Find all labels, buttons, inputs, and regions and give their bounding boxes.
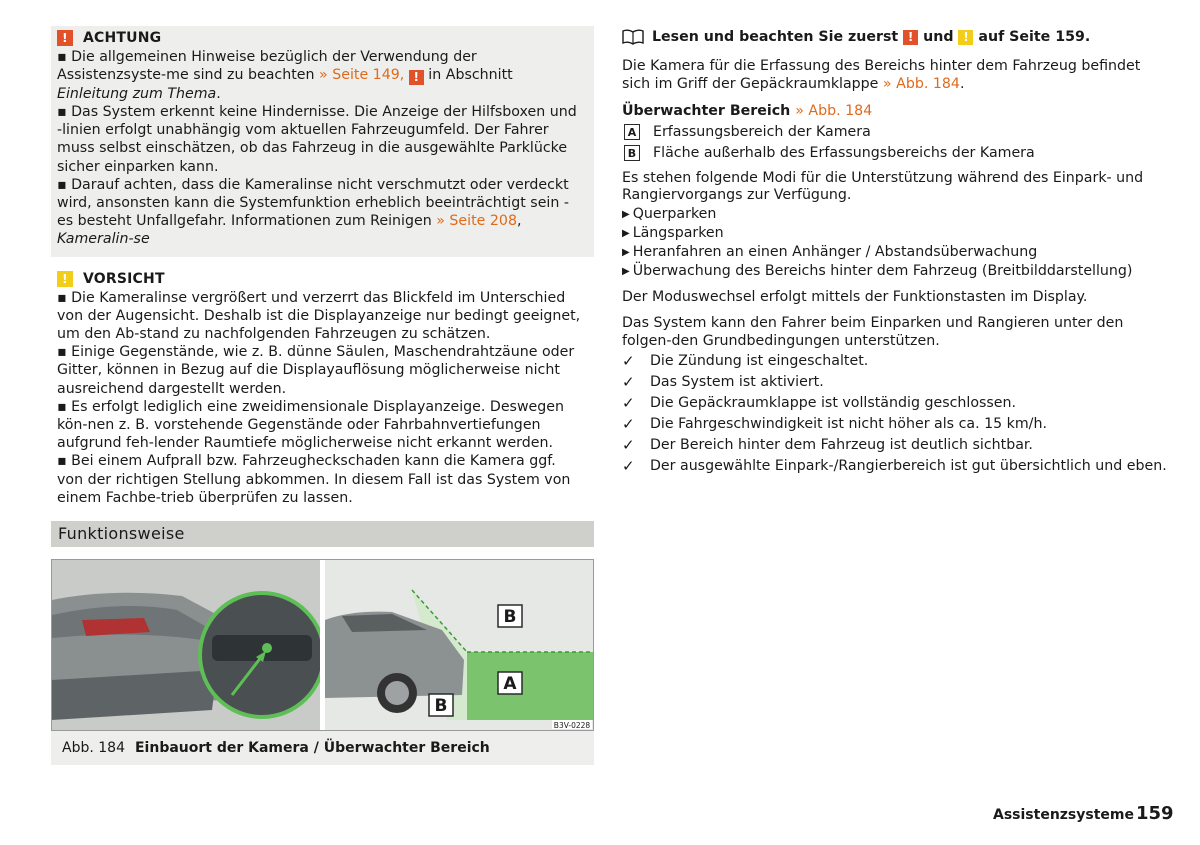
read-first-text: Lesen und beachten Sie zuerst [652, 29, 899, 45]
page-link[interactable]: » Seite 208 [436, 213, 517, 230]
checkmark-icon: ✓ [622, 414, 635, 433]
caution-paragraph-1: ▪ Die Kameralinse vergrößert und verzerrt das Blickfeld im Unterschied von der Augensicht. Deshalb ist die Displayanzeige nur bedingt geeignet, um den Ab-stand zu nachfolgenden Fahrzeugen zu schätzen. [57, 289, 581, 342]
figure-number: Abb. 184 [62, 739, 125, 756]
caution-paragraph-4: ▪ Bei einem Aufprall bzw. Fahrzeugheckschaden kann die Kamera ggf. von der richtigen Stellung abkommen. In diesem Fall ist das System von einem Fachbe-trieb überprüfen zu lassen. [57, 453, 571, 506]
triangle-bullet-icon: ▶ [622, 228, 630, 240]
legend-key: A [624, 124, 640, 140]
caution-box [51, 267, 594, 507]
checkmark-icon: ✓ [622, 372, 635, 391]
read-first-and: und [923, 29, 954, 45]
list-item-text: Querparken [632, 206, 717, 223]
area-label-b2: B [434, 695, 448, 716]
list-item [622, 456, 1167, 477]
checkmark-icon: ✓ [622, 435, 635, 454]
figure-code: B3V-0228 [553, 720, 591, 730]
right-column [622, 26, 1167, 477]
list-item-text: Heranfahren an einen Anhänger / Abstandsüberwachung [632, 244, 1038, 261]
legend-text: Erfassungsbereich der Kamera [653, 124, 871, 141]
caution-paragraph-2: ▪ Einige Gegenstände, wie z. B. dünne Säulen, Maschendrahtzäune oder Gitter, können in Bezug auf die Displayauflösung möglicherweise nicht ausreichend dargestellt werden. [57, 344, 575, 397]
text: in Abschnitt [423, 67, 513, 84]
exclamation-icon: ! [57, 271, 73, 287]
exclamation-icon: ! [903, 30, 918, 45]
list-item [622, 435, 1167, 456]
checkmark-icon: ✓ [622, 351, 635, 370]
triangle-bullet-icon: ▶ [622, 209, 630, 221]
text: . [959, 75, 965, 92]
text: , [516, 213, 522, 230]
list-item-text: Die Fahrgeschwindigkeit ist nicht höher als ca. 15 km/h. [650, 415, 1047, 432]
legend-list [622, 122, 1167, 164]
legend-item [622, 143, 1167, 164]
list-item [622, 224, 1167, 243]
caution-paragraph-3: ▪ Es erfolgt lediglich eine zweidimensionale Displayanzeige. Deswegen kön-nen z. B. vorstehende Gegenstände oder Fahrbahnvertiefungen aufgrund feh-lender Raumtiefe möglicherweise nicht erkannt werden. [57, 398, 565, 452]
list-item [622, 372, 1167, 393]
list-item [622, 243, 1167, 262]
conditions-list [622, 351, 1167, 477]
triangle-bullet-icon: ▶ [622, 247, 630, 259]
legend-text: Fläche außerhalb des Erfassungsbereichs der Kamera [653, 145, 1035, 162]
section-heading: Funktionsweise [51, 521, 594, 547]
list-item-text: Die Gepäckraumklappe ist vollständig geschlossen. [650, 394, 1017, 411]
list-item-text: Das System ist aktiviert. [650, 373, 824, 390]
figure-184 [51, 559, 594, 731]
list-item [622, 351, 1167, 372]
warning-paragraph-1 [57, 48, 586, 103]
mode-switch-text: Der Moduswechsel erfolgt mittels der Funktionstasten im Display. [622, 289, 1088, 306]
text: Die Kamera für die Erfassung des Bereichs hinter dem Fahrzeug befindet sich im Griff der Gepäckraumklappe [622, 58, 1141, 92]
caution-title [57, 269, 586, 289]
text: ▪ Die allgemeinen Hinweise bezüglich der Verwendung der Assistenzsyste-me sind zu beachten [57, 49, 477, 84]
list-item-text: Die Zündung ist eingeschaltet. [650, 352, 869, 369]
text: ▪ Darauf achten, dass die Kameralinse nicht verschmutzt oder verdeckt wird, ansonsten kann die Systemfunktion erheblich beeinträchtigt sein - es besteht Unfallgefahr. Informationen zum Reinigen [57, 176, 569, 230]
warning-title [57, 28, 586, 48]
list-item [622, 393, 1167, 414]
panel-divider [320, 560, 325, 730]
list-item-text: Überwachung des Bereichs hinter dem Fahrzeug (Breitbilddarstellung) [632, 263, 1133, 280]
footer-section-label: Assistenzsysteme [993, 807, 1134, 823]
emphasis-text: Kameralin-se [57, 231, 150, 248]
text: Überwachter Bereich [622, 102, 791, 119]
exclamation-icon: ! [958, 30, 973, 45]
warning-paragraph-3 [57, 176, 586, 249]
legend-item [622, 122, 1167, 143]
checkmark-icon: ✓ [622, 456, 635, 475]
list-item-text: Der Bereich hinter dem Fahrzeug ist deutlich sichtbar. [650, 436, 1033, 453]
legend-key: B [624, 145, 640, 161]
list-item-text: Längsparken [632, 225, 724, 242]
camera-lens [262, 643, 272, 653]
warning-box [51, 26, 594, 257]
intro-paragraph [622, 58, 1167, 94]
monitored-area-heading [622, 102, 1167, 120]
page-number: 159 [1136, 803, 1174, 824]
area-label-b: B [503, 606, 517, 627]
read-first-heading [622, 26, 1167, 48]
list-item [622, 262, 1167, 281]
left-column [51, 26, 594, 765]
monitored-area-a [467, 652, 593, 720]
list-item-text: Der ausgewählte Einpark-/Rangierbereich ist gut übersichtlich und eben. [650, 457, 1167, 474]
text: . [216, 85, 221, 102]
triangle-bullet-icon: ▶ [622, 266, 630, 278]
modes-intro: Es stehen folgende Modi für die Unterstützung während des Einpark- und Rangiervorgangs zur Verfügung. [622, 169, 1144, 204]
caution-title-text: VORSICHT [83, 270, 165, 287]
area-label-a: A [503, 673, 517, 694]
warning-paragraph-2: ▪ Das System erkennt keine Hindernisse. Die Anzeige der Hilfsboxen und -linien erfolgt unabhängig vom aktuellen Fahrzeugumfeld. Der Fahrer muss selbst einschätzen, ob das Fahrzeug in die ausgewählte Parklücke sicher einparken kann. [57, 103, 577, 175]
checkmark-icon: ✓ [622, 393, 635, 412]
read-first-page: auf Seite 159. [978, 29, 1091, 45]
list-item [622, 205, 1167, 224]
emphasis-text: Einleitung zum Thema [57, 85, 217, 102]
list-item [622, 414, 1167, 435]
page-link[interactable]: » Seite 149, [319, 67, 405, 84]
figure-caption [51, 731, 594, 765]
exclamation-icon: ! [57, 30, 73, 46]
conditions-intro: Das System kann den Fahrer beim Einparken und Rangieren unter den folgen-den Grundbedingungen unterstützen. [622, 314, 1124, 349]
car-wheel-rim [385, 681, 409, 705]
exclamation-icon: ! [409, 70, 424, 85]
modes-list [622, 205, 1167, 281]
figure-link[interactable]: » Abb. 184 [882, 75, 960, 92]
book-icon [622, 29, 644, 45]
warning-title-text: ACHTUNG [83, 30, 162, 46]
figure-link[interactable]: » Abb. 184 [795, 102, 873, 119]
figure-illustration [52, 560, 593, 730]
figure-title: Einbauort der Kamera / Überwachter Bereich [134, 739, 490, 756]
